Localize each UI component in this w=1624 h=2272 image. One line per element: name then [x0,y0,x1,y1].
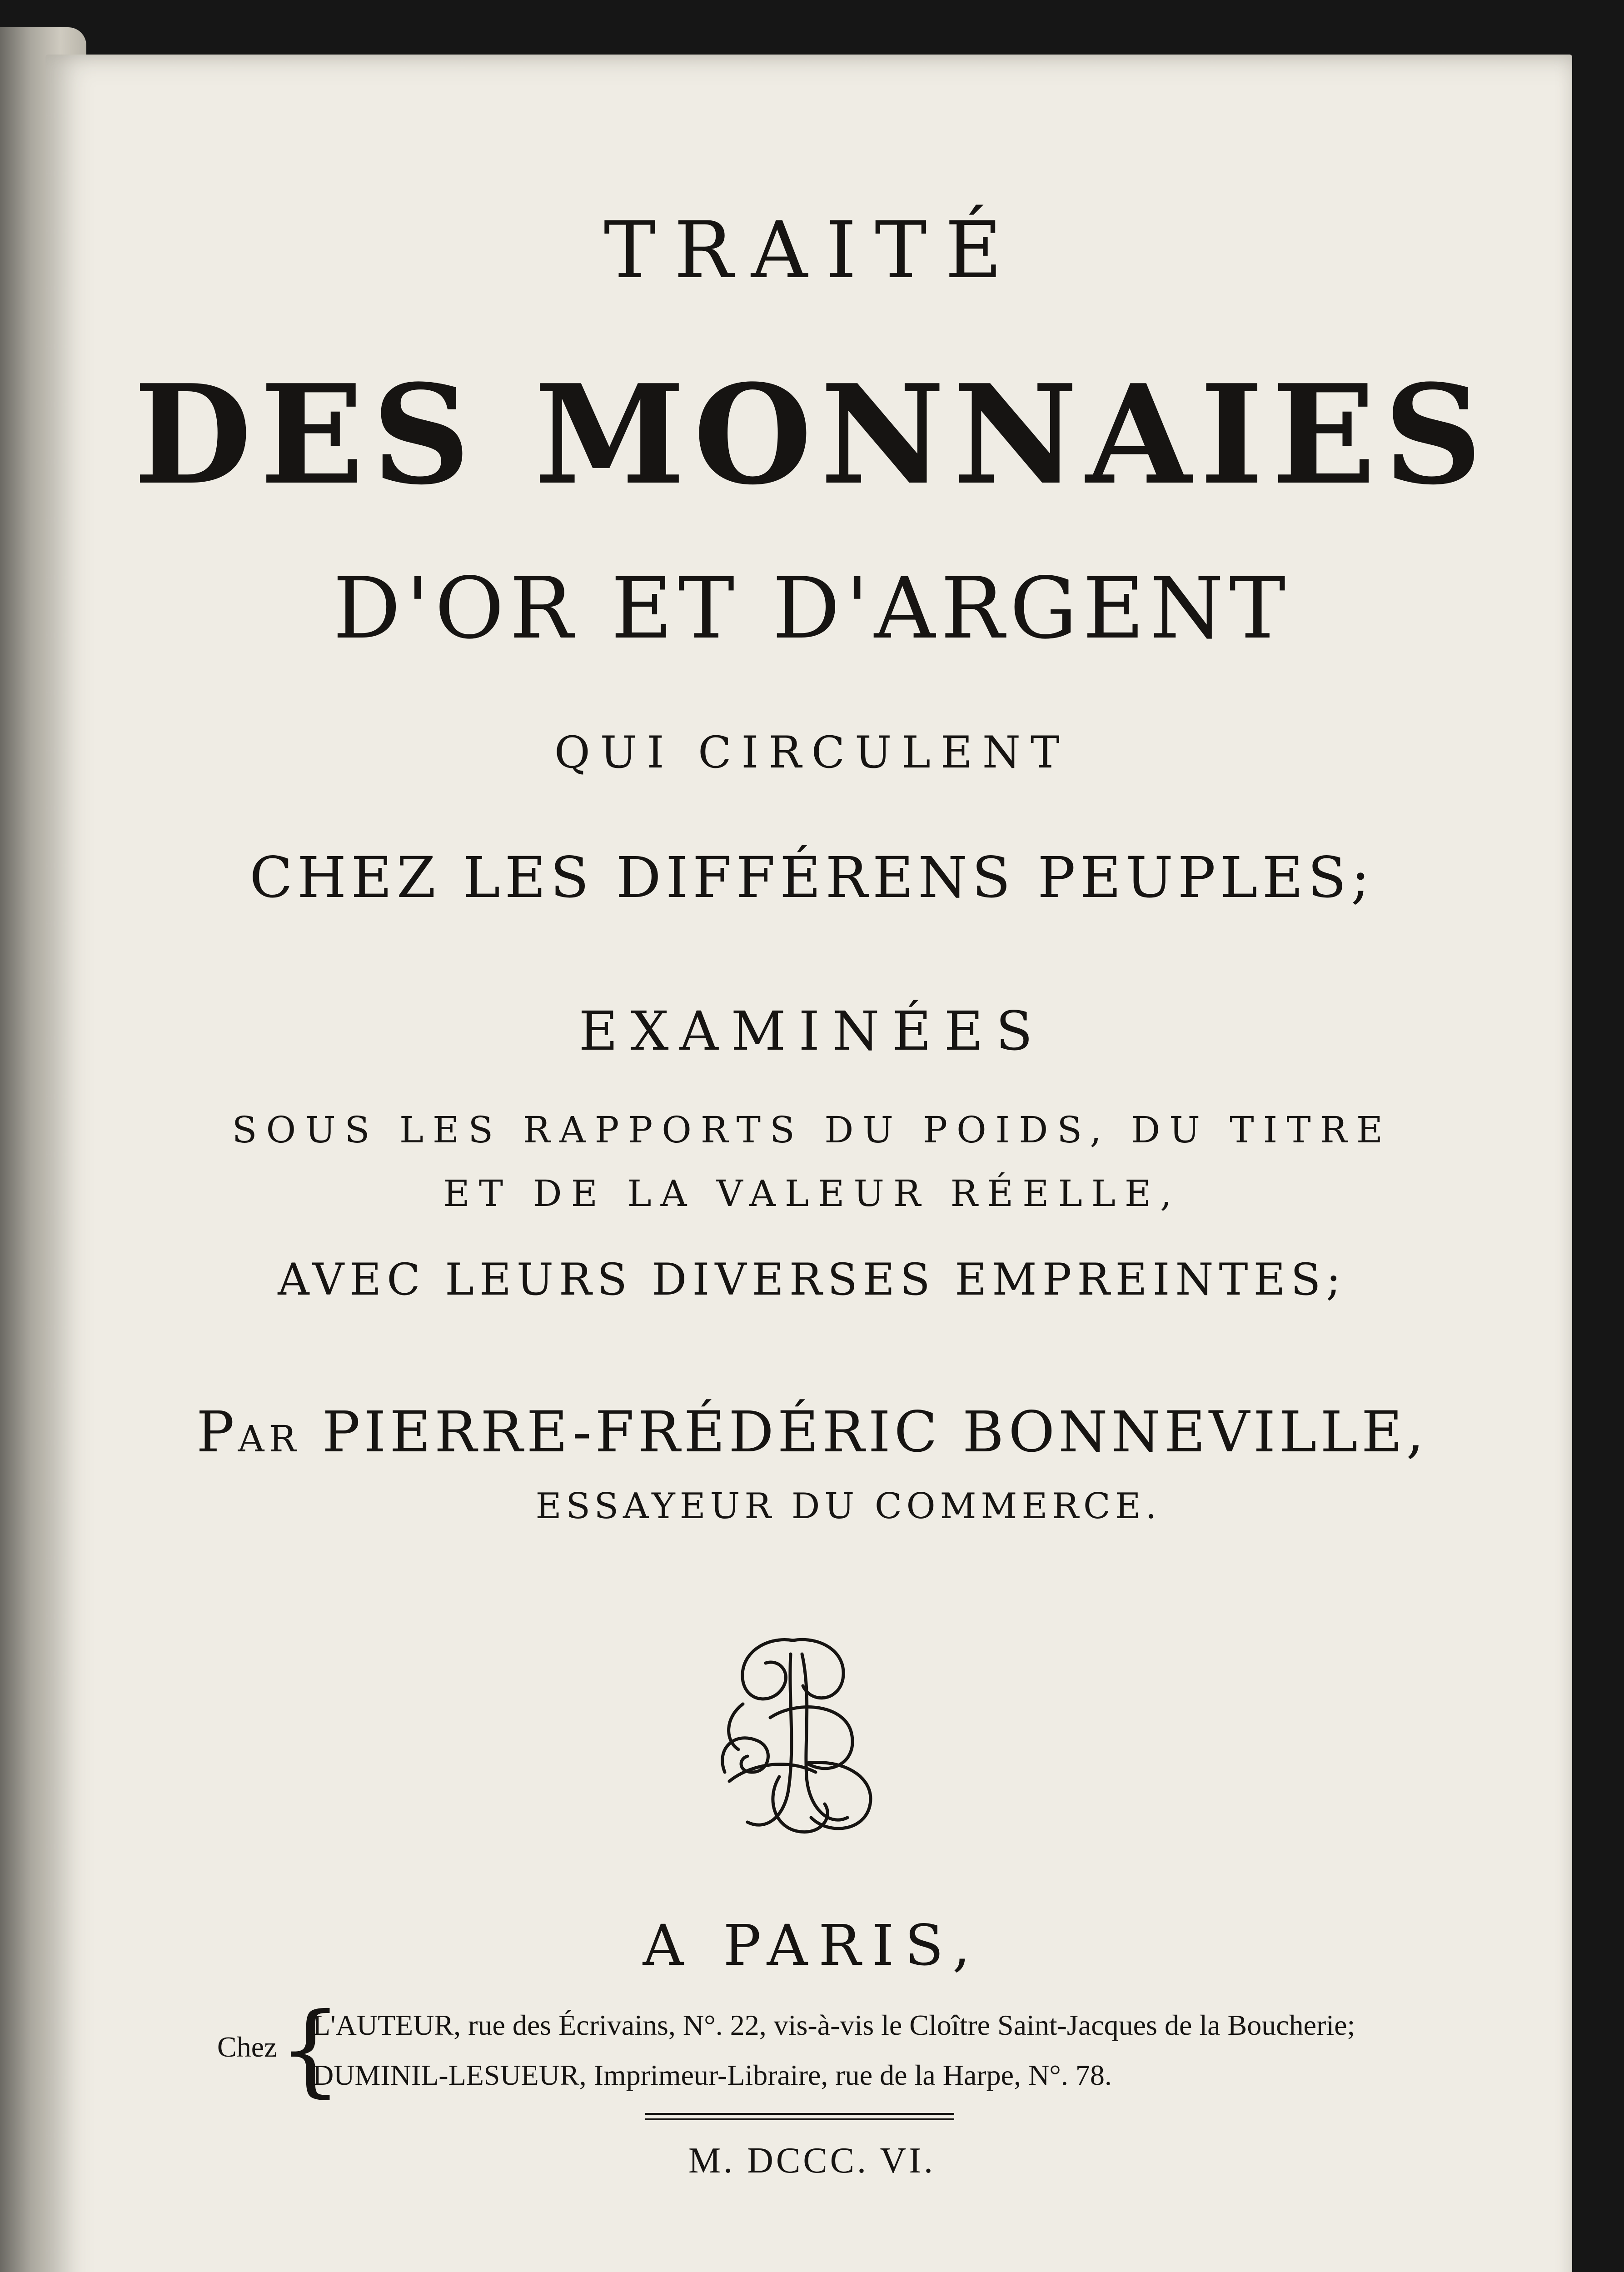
subtitle-empreintes: AVEC LEURS DIVERSES EMPREINTES; [278,1254,1346,1305]
monogram-ornament [697,1627,888,1845]
author-title: ESSAYEUR DU COMMERCE. [535,1486,1161,1527]
rule-bottom [645,2118,954,2120]
place-of-publication: A PARIS, [643,1913,981,1978]
author-line [0,1400,1624,1465]
title-traite: TRAITÉ [603,204,1021,296]
author-name: PIERRE-FRÉDÉRIC BONNEVILLE, [322,1400,1428,1465]
rule-top [645,2113,954,2115]
double-rule [645,2113,954,2120]
brace-glyph: { [279,1991,342,2108]
subtitle-qui-circulent: QUI CIRCULENT [554,727,1070,778]
chez-label: Chez [217,2031,277,2063]
publication-date: M. DCCC. VI. [688,2141,936,2181]
title-or-argent: D'OR ET D'ARGENT [333,559,1291,658]
subtitle-valeur: ET DE LA VALEUR RÉELLE, [443,1172,1181,1215]
subtitle-examinees: EXAMINÉES [578,1000,1046,1062]
imprint-printer-address: DUMINIL-LESUEUR, Imprimeur-Libraire, rue de la Harpe, N°. 78. [313,2059,1112,2091]
subtitle-peuples: CHEZ LES DIFFÉRENS PEUPLES; [249,845,1375,911]
author-prefix-p: P [196,1400,238,1465]
author-prefix-ar: AR [238,1418,301,1460]
title-des-monnaies: DES MONNAIES [133,354,1491,515]
imprint-block [217,1991,1417,2108]
subtitle-rapports: SOUS LES RAPPORTS DU POIDS, DU TITRE [232,1109,1392,1151]
imprint-author-address: L'AUTEUR, rue des Écrivains, N°. 22, vis-à-vis le Cloître Saint-Jacques de la Boucherie; [313,2009,1355,2041]
